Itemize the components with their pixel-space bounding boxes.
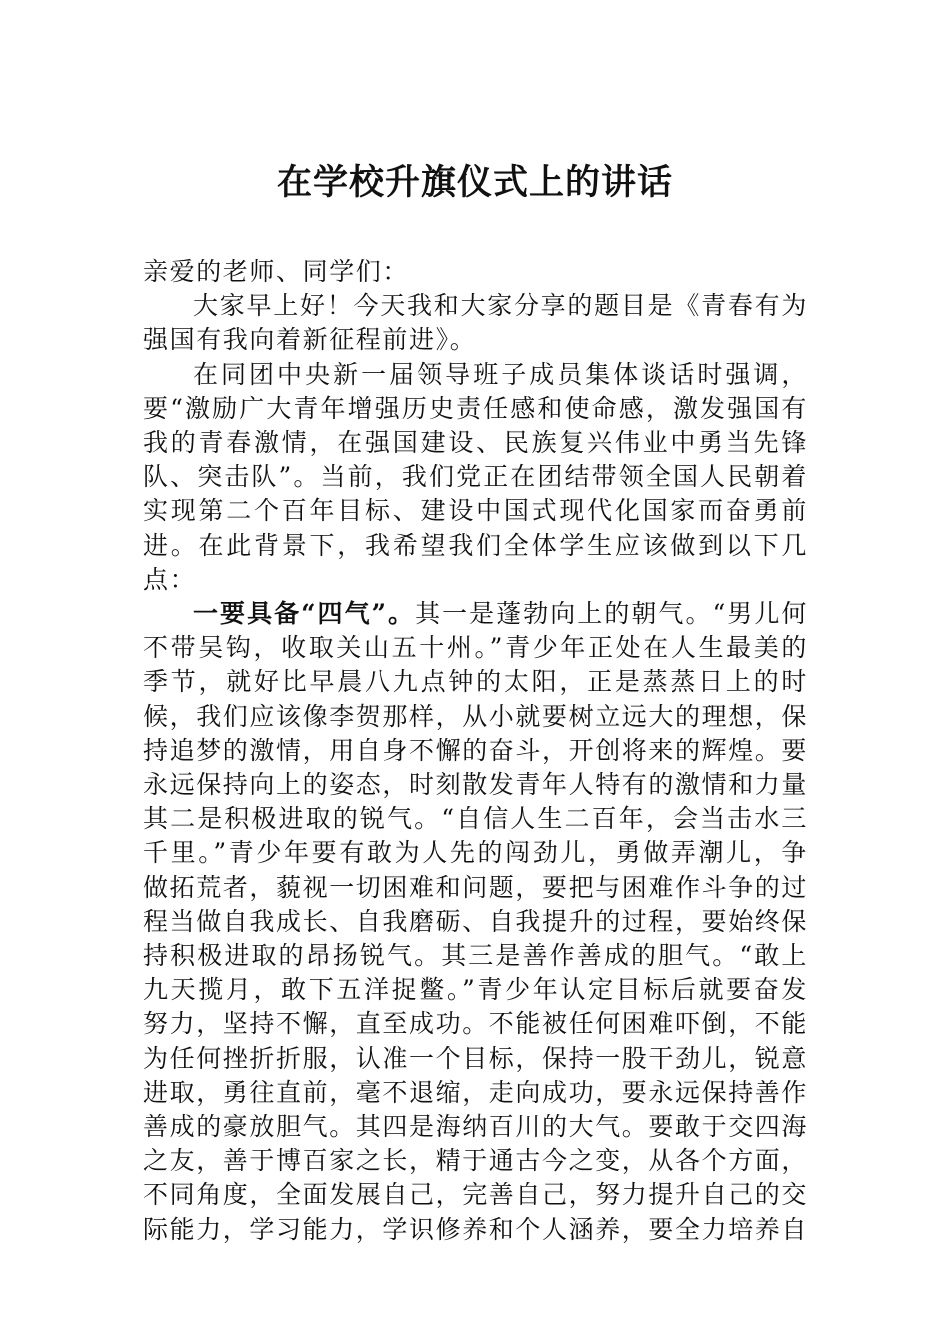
speech-body — [143, 255, 808, 1247]
paragraph-background — [143, 358, 808, 597]
salutation: 亲爱的老师、同学们： — [143, 257, 410, 286]
paragraph-four-qi — [143, 597, 808, 1247]
paragraph-four-qi-text: 其一是蓬勃向上的朝气。“男儿何不带吴钩，收取关山五十州。”青少年正处在人生最美的季节，就好比早晨八九点钟的太阳，正是蒸蒸日上的时候，我们应该像李贺那样，从小就要树立远大的理想，保持追梦的激情，用自身不懈的奋斗，开创将来的辉煌。要永远保持向上的姿态，时刻散发青年人特有的激情和力量其二是积极进取的锐气。“自信人生二百年，会当击水三千里。”青少年要有敢为人先的闯劲儿，勇做弄潮儿，争做拓荒者，藐视一切困难和问题，要把与困难作斗争的过程当做自我成长、自我磨砺、自我提升的过程，要始终保持积极进取的昂扬锐气。其三是善作善成的胆气。“敢上九天揽月，敢下五洋捉鳖。”青少年认定目标后就要奋发努力，坚持不懈，直至成功。不能被任何困难吓倒，不能为任何挫折折服，认准一个目标，保持一股干劲儿，锐意进取，勇往直前，毫不退缩，走向成功，要永远保持善作善成的豪放胆气。其四是海纳百川的大气。要敢于交四海之友，善于博百家之长，精于通古今之变，从各个方面，不同角度，全面发展自己，完善自己，努力提升自己的交际能力，学习能力，学识修养和个人涵养，要全力培养自 — [143, 599, 809, 1244]
paragraph-greeting-text: 大家早上好！今天我和大家分享的题目是《青春有为 强国有我向着新征程前进》。 — [143, 291, 808, 355]
page-title: 在学校升旗仪式上的讲话 — [276, 162, 673, 203]
paragraph-lead-heading: 一要具备“四气”。 — [193, 599, 416, 629]
paragraph-greeting — [143, 289, 808, 357]
paragraph-background-text: 在同团中央新一届领导班子成员集体谈话时强调，要“激励广大青年增强历史责任感和使命感，激发强国有我的青春激情，在强国建设、民族复兴伟业中勇当先锋队、突击队”。当前，我们党正在团结带领全国人民朝着实现第二个百年目标、建设中国式现代化国家而奋勇前进。在此背景下，我希望我们全体学生应该做到以下几点： — [143, 359, 808, 594]
